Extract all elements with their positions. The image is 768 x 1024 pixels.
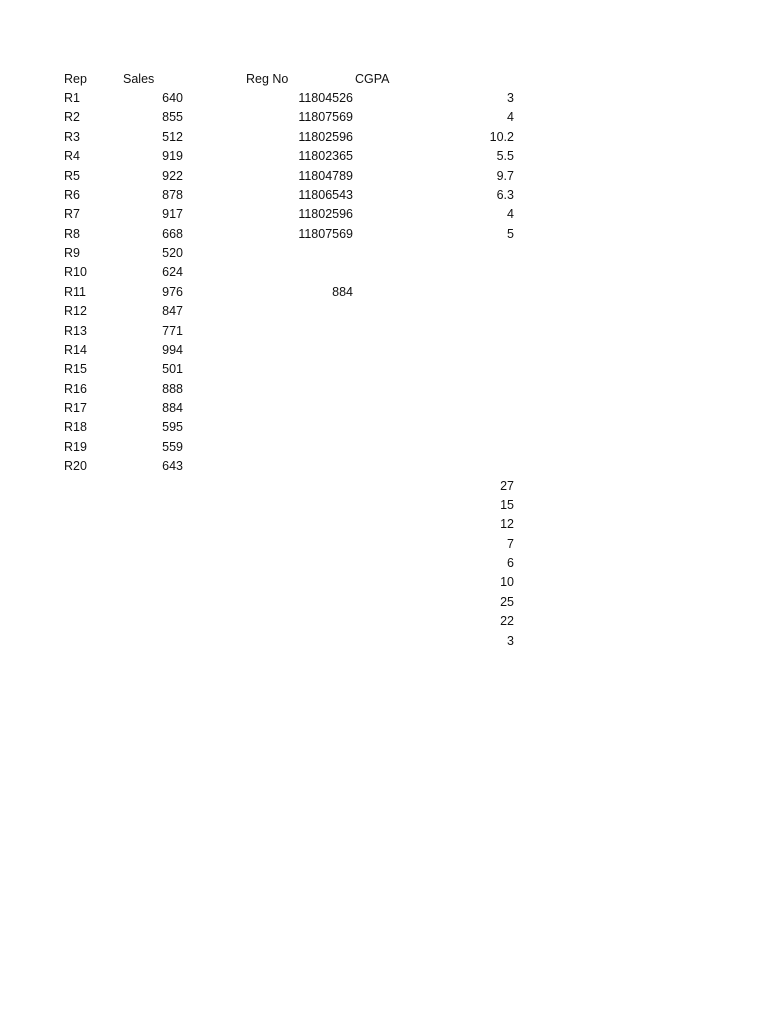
table-cell-rep[interactable]: R9 <box>64 246 80 260</box>
table-cell-cgpa[interactable]: 4 <box>507 207 514 221</box>
header-cgpa[interactable]: CGPA <box>355 72 390 86</box>
table-cell-cgpa[interactable]: 5.5 <box>496 149 514 163</box>
extra-value-cell[interactable]: 27 <box>500 479 514 493</box>
table-cell-reg-no[interactable]: 11804789 <box>298 169 353 183</box>
table-cell-rep[interactable]: R1 <box>64 91 80 105</box>
table-cell-rep[interactable]: R15 <box>64 362 87 376</box>
table-cell-reg-no[interactable]: 11802596 <box>298 207 353 221</box>
table-cell-sales[interactable]: 668 <box>162 227 183 241</box>
table-cell-cgpa[interactable]: 4 <box>507 110 514 124</box>
table-cell-rep[interactable]: R12 <box>64 304 87 318</box>
table-cell-reg-no[interactable]: 11807569 <box>298 110 353 124</box>
table-cell-rep[interactable]: R7 <box>64 207 80 221</box>
table-cell-cgpa[interactable]: 9.7 <box>496 169 514 183</box>
header-reg-no[interactable]: Reg No <box>246 72 289 86</box>
table-cell-reg-no[interactable]: 11802365 <box>298 149 353 163</box>
extra-value-cell[interactable]: 25 <box>500 595 514 609</box>
lookup-result-cell[interactable]: 884 <box>332 285 353 299</box>
table-cell-rep[interactable]: R2 <box>64 110 80 124</box>
table-cell-rep[interactable]: R3 <box>64 130 80 144</box>
table-cell-rep[interactable]: R14 <box>64 343 87 357</box>
extra-value-cell[interactable]: 7 <box>507 537 514 551</box>
extra-value-cell[interactable]: 15 <box>500 498 514 512</box>
table-cell-sales[interactable]: 919 <box>162 149 183 163</box>
extra-value-cell[interactable]: 12 <box>500 517 514 531</box>
table-cell-rep[interactable]: R16 <box>64 382 87 396</box>
table-cell-sales[interactable]: 878 <box>162 188 183 202</box>
table-cell-sales[interactable]: 922 <box>162 169 183 183</box>
table-cell-rep[interactable]: R18 <box>64 420 87 434</box>
table-cell-sales[interactable]: 559 <box>162 440 183 454</box>
table-cell-sales[interactable]: 501 <box>162 362 183 376</box>
table-cell-rep[interactable]: R17 <box>64 401 87 415</box>
table-cell-rep[interactable]: R19 <box>64 440 87 454</box>
table-cell-cgpa[interactable]: 10.2 <box>489 130 514 144</box>
table-cell-rep[interactable]: R8 <box>64 227 80 241</box>
table-cell-rep[interactable]: R13 <box>64 324 87 338</box>
table-cell-sales[interactable]: 520 <box>162 246 183 260</box>
extra-value-cell[interactable]: 22 <box>500 614 514 628</box>
table-cell-sales[interactable]: 994 <box>162 343 183 357</box>
table-cell-rep[interactable]: R20 <box>64 459 87 473</box>
table-cell-cgpa[interactable]: 5 <box>507 227 514 241</box>
table-cell-reg-no[interactable]: 11804526 <box>298 91 353 105</box>
table-cell-sales[interactable]: 771 <box>162 324 183 338</box>
header-sales[interactable]: Sales <box>123 72 155 86</box>
table-cell-reg-no[interactable]: 11806543 <box>298 188 353 202</box>
table-cell-sales[interactable]: 888 <box>162 382 183 396</box>
table-cell-sales[interactable]: 917 <box>162 207 183 221</box>
table-cell-rep[interactable]: R4 <box>64 149 80 163</box>
table-cell-sales[interactable]: 640 <box>162 91 183 105</box>
header-rep[interactable]: Rep <box>64 72 87 86</box>
table-cell-sales[interactable]: 643 <box>162 459 183 473</box>
extra-value-cell[interactable]: 3 <box>507 634 514 648</box>
table-cell-rep[interactable]: R10 <box>64 265 87 279</box>
table-cell-sales[interactable]: 595 <box>162 420 183 434</box>
table-cell-reg-no[interactable]: 11802596 <box>298 130 353 144</box>
table-cell-sales[interactable]: 884 <box>162 401 183 415</box>
extra-value-cell[interactable]: 6 <box>507 556 514 570</box>
table-cell-cgpa[interactable]: 6.3 <box>496 188 514 202</box>
table-cell-reg-no[interactable]: 11807569 <box>298 227 353 241</box>
table-cell-sales[interactable]: 624 <box>162 265 183 279</box>
table-cell-sales[interactable]: 847 <box>162 304 183 318</box>
table-cell-sales[interactable]: 855 <box>162 110 183 124</box>
table-cell-sales[interactable]: 976 <box>162 285 183 299</box>
table-cell-rep[interactable]: R6 <box>64 188 80 202</box>
table-cell-rep[interactable]: R11 <box>64 285 87 299</box>
table-cell-rep[interactable]: R5 <box>64 169 80 183</box>
extra-value-cell[interactable]: 10 <box>500 575 514 589</box>
table-cell-sales[interactable]: 512 <box>162 130 183 144</box>
table-cell-cgpa[interactable]: 3 <box>507 91 514 105</box>
